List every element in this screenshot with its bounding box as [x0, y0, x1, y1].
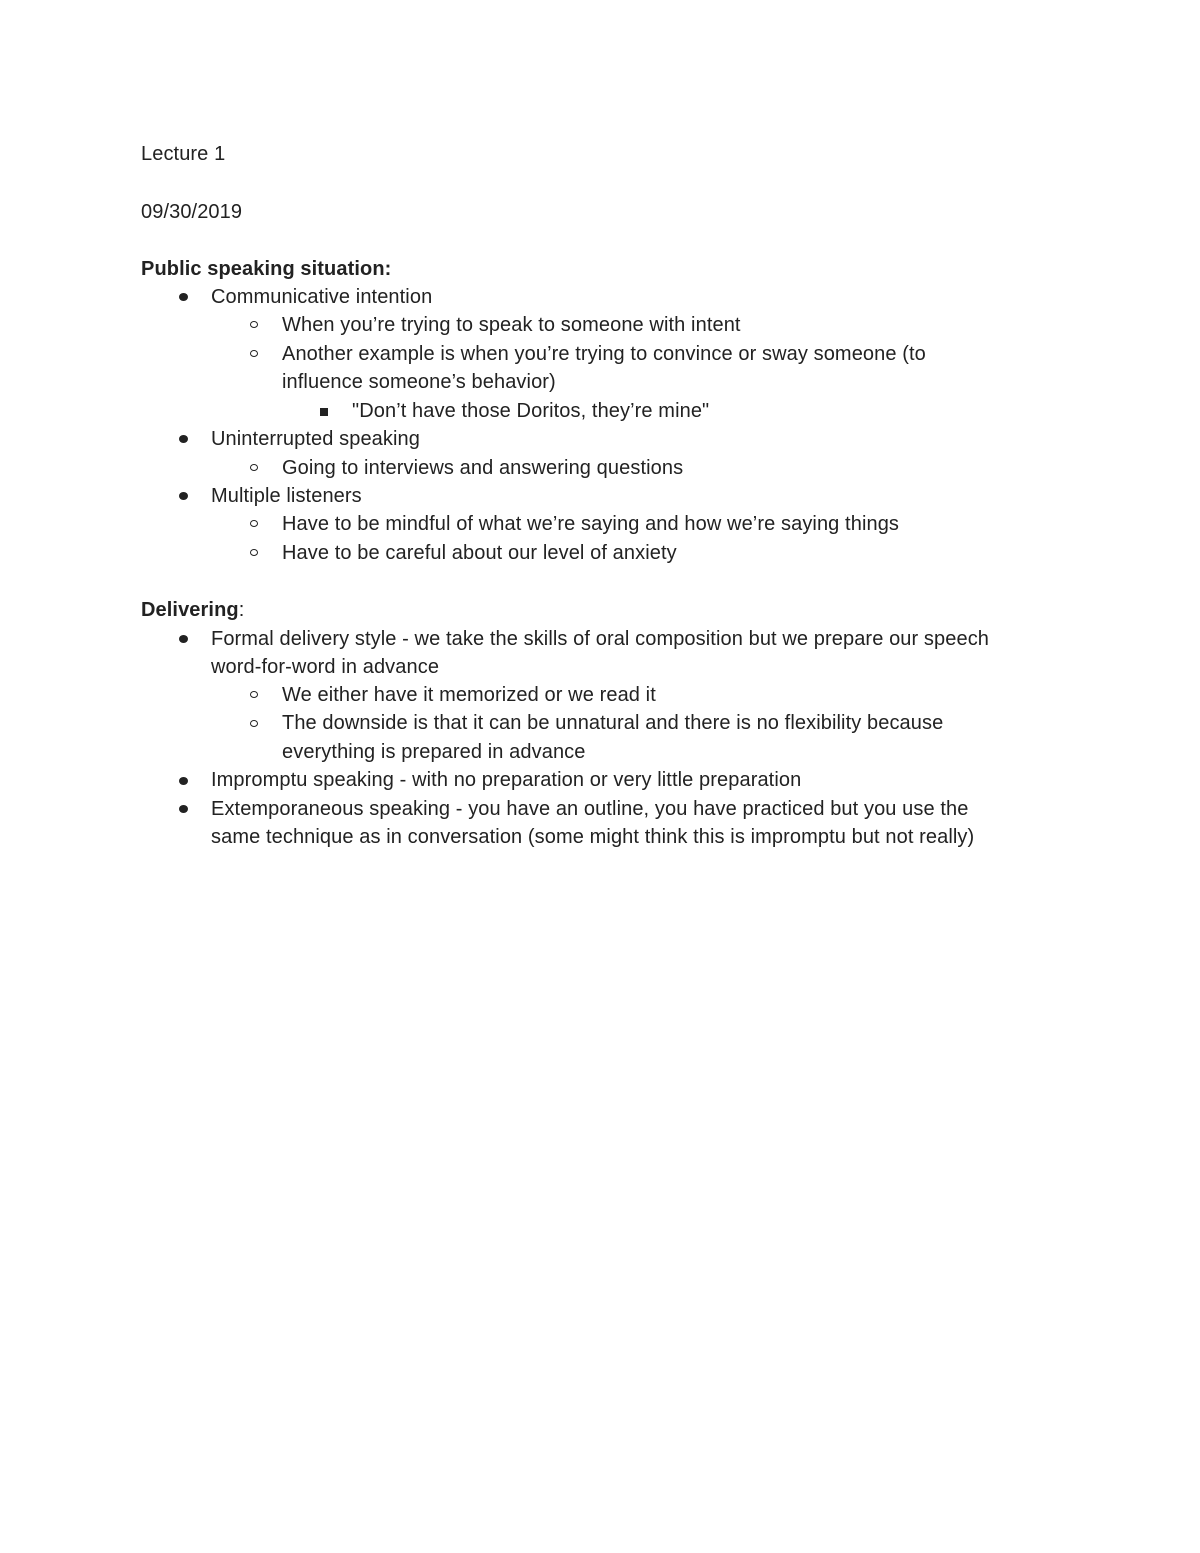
bullet-circle-icon [250, 691, 258, 698]
list-item: Have to be careful about our level of anxiety [282, 542, 677, 564]
section-heading-delivering [141, 596, 244, 624]
bullet-circle-icon [250, 720, 258, 727]
bullet-disc-icon [179, 777, 188, 785]
lecture-date: 09/30/2019 [141, 201, 243, 223]
bullet-disc-icon [179, 805, 188, 813]
list-item: "Don’t have those Doritos, they’re mine" [352, 400, 710, 422]
list-item-continuation: influence someone’s behavior) [282, 371, 556, 393]
bullet-circle-icon [250, 350, 258, 357]
lecture-title: Lecture 1 [141, 143, 226, 165]
list-item: Formal delivery style - we take the skills of oral composition but we prepare our speech [211, 628, 990, 650]
bullet-disc-icon [179, 435, 188, 443]
bullet-circle-icon [250, 321, 258, 328]
list-item: Extemporaneous speaking - you have an outline, you have practiced but you use the [211, 798, 969, 820]
section-heading-public-speaking: Public speaking situation: [141, 258, 392, 280]
list-item-continuation: same technique as in conversation (some might think this is impromptu but not really) [211, 826, 975, 848]
list-item: We either have it memorized or we read it [282, 684, 656, 706]
section-heading-text: Delivering [141, 599, 239, 621]
bullet-circle-icon [250, 464, 258, 471]
list-item: Communicative intention [211, 286, 433, 308]
bullet-circle-icon [250, 520, 258, 527]
list-item: Uninterrupted speaking [211, 428, 420, 450]
bullet-disc-icon [179, 293, 188, 301]
list-item: Going to interviews and answering questions [282, 457, 684, 479]
list-item-continuation: word-for-word in advance [211, 656, 440, 678]
list-item: When you’re trying to speak to someone with intent [282, 314, 741, 336]
list-item-continuation: everything is prepared in advance [282, 741, 586, 763]
list-item: Another example is when you’re trying to convince or sway someone (to [282, 343, 926, 365]
bullet-disc-icon [179, 492, 188, 500]
bullet-circle-icon [250, 549, 258, 556]
section-heading-colon: : [238, 599, 245, 621]
bullet-square-icon [320, 408, 328, 416]
list-item: The downside is that it can be unnatural and there is no flexibility because [282, 712, 944, 734]
bullet-disc-icon [179, 635, 188, 643]
list-item: Multiple listeners [211, 485, 362, 507]
list-item: Have to be mindful of what we’re saying and how we’re saying things [282, 513, 900, 535]
list-item: Impromptu speaking - with no preparation or very little preparation [211, 769, 802, 791]
